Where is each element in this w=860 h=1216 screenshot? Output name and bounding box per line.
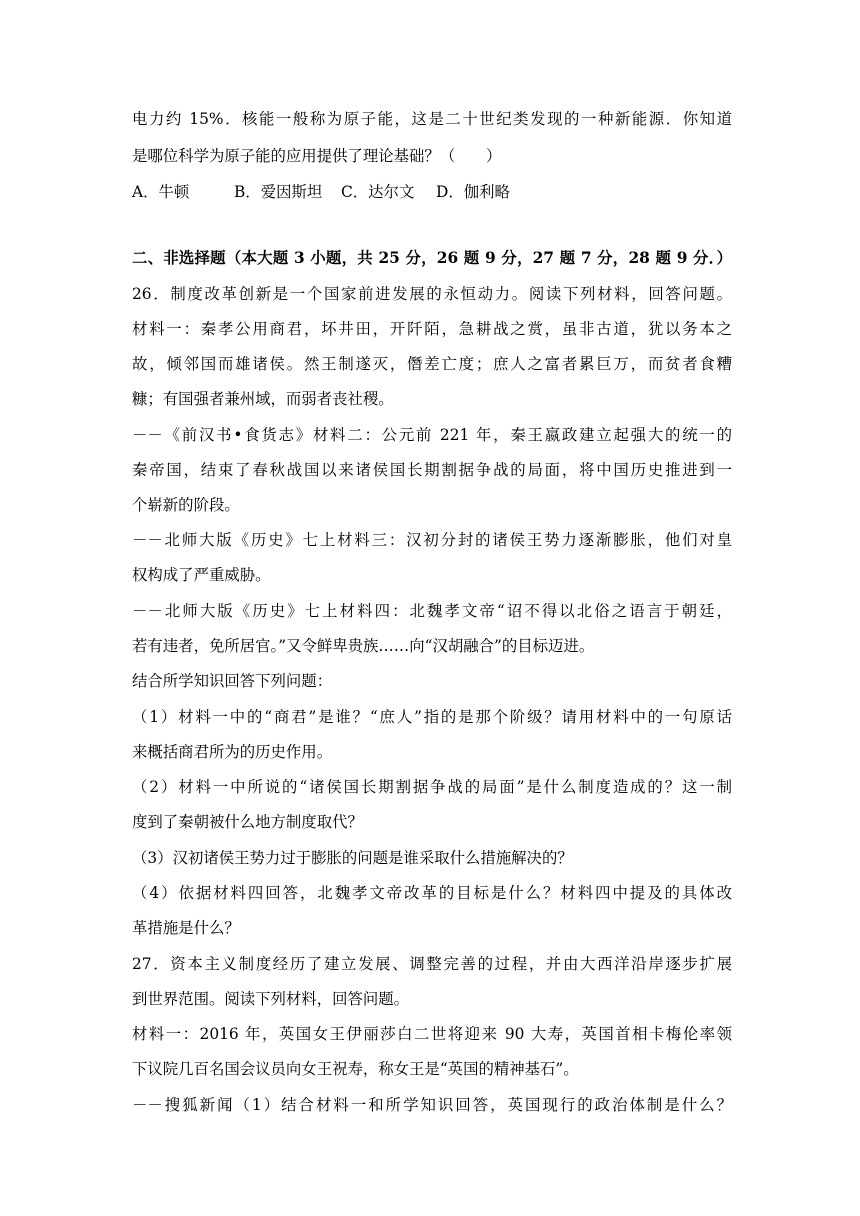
text-line: 若有违者，免所居官。”又令鲜卑贵族……向“汉胡融合”的目标迈进。	[132, 637, 595, 655]
text-line: 秦帝国，结束了春秋战国以来诸侯国长期割据争战的局面，将中国历史推进到一	[132, 461, 732, 479]
question-26: 26．制度改革创新是一个国家前进发展的永恒动力。阅读下列材料，回答问题。	[132, 285, 732, 303]
section-heading: 二、非选择题（本大题 3 小题，共 25 分，26 题 9 分，27 题 7 分，28 题 9 分．）	[132, 249, 732, 267]
text-line: 材料一：2016 年，英国女王伊丽莎白二世将迎来 90 大寿，英国首相卡梅伦率领	[132, 1025, 732, 1043]
text-line: 材料一：秦孝公用商君，坏井田，开阡陌，急耕战之赏，虽非古道，犹以务本之	[132, 320, 732, 338]
sub-question-4: （4）依据材料四回答，北魏孝文帝改革的目标是什么？材料四中提及的具体改	[132, 884, 732, 902]
text-line: 来概括商君所为的历史作用。	[132, 743, 333, 761]
text-line: 革措施是什么？	[132, 919, 240, 937]
option-d: D．伽利略	[436, 183, 510, 201]
text-line: 到世界范围。阅读下列材料，回答问题。	[132, 990, 410, 1008]
text-line: －－北师大版《历史》七上材料四：北魏孝文帝“诏不得以北俗之语言于朝廷，	[132, 602, 732, 620]
text-line: 个崭新的阶段。	[132, 496, 240, 514]
text-line: 下议院几百名国会议员向女王祝寿，称女王是“英国的精神基石”。	[132, 1060, 579, 1078]
text-line: 度到了秦朝被什么地方制度取代？	[132, 813, 363, 831]
text-line: 结合所学知识回答下列问题：	[132, 672, 333, 690]
text-line: －－北师大版《历史》七上材料三：汉初分封的诸侯王势力逐渐膨胀，他们对皇	[132, 531, 732, 549]
sub-question-2: （2）材料一中所说的“诸侯国长期割据争战的局面”是什么制度造成的？这一制	[132, 778, 732, 796]
question-stem: 是哪位科学为原子能的应用提供了理论基础？（ ）	[132, 147, 502, 165]
text-line: －－搜狐新闻（1）结合材料一和所学知识回答，英国现行的政治体制是什么？	[132, 1096, 732, 1114]
option-a: A．牛顿	[132, 183, 190, 201]
option-c: C．达尔文	[341, 183, 415, 201]
text-line: 故，倾邻国而雄诸侯。然王制遂灭，僭差亡度；庶人之富者累巨万，而贫者食糟	[132, 355, 732, 373]
text-line: 电力约 15%．核能一般称为原子能，这是二十世纪类发现的一种新能源．你知道	[132, 110, 732, 128]
sub-question-3: （3）汉初诸侯王势力过于膨胀的问题是谁采取什么措施解决的？	[132, 849, 573, 867]
text-line: 权构成了严重威胁。	[132, 566, 271, 584]
option-b: B．爱因斯坦	[234, 183, 323, 201]
text-line: －－《前汉书•食货志》材料二：公元前 221 年，秦王嬴政建立起强大的统一的	[132, 426, 732, 444]
text-line: 糠；有国强者兼州域，而弱者丧社稷。	[132, 390, 394, 408]
answer-options	[132, 181, 732, 203]
sub-question-1: （1）材料一中的“商君”是谁？“庶人”指的是那个阶级？请用材料中的一句原话	[132, 708, 732, 726]
question-27: 27．资本主义制度经历了建立发展、调整完善的过程，并由大西洋沿岸逐步扩展	[132, 955, 732, 973]
